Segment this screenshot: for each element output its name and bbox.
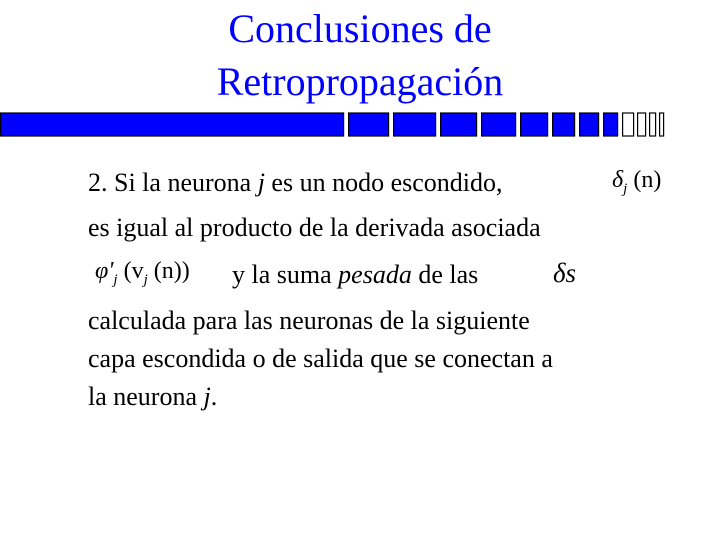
divider-segment — [650, 113, 656, 136]
subscript-j: j — [623, 180, 628, 197]
phi-prime-symbol: φ' — [95, 258, 114, 284]
subscript-j: j — [113, 271, 118, 288]
body-text: . — [210, 382, 218, 411]
divider-segment — [604, 113, 618, 136]
slide-title-line1: Conclusiones de — [228, 6, 492, 51]
divider-segment — [521, 113, 548, 136]
divider-segment — [580, 113, 599, 136]
variable-j: j — [203, 382, 211, 411]
body-line-1 — [88, 168, 503, 198]
divider-segment — [349, 113, 389, 136]
divider-segment — [482, 113, 516, 136]
divider-segment — [623, 113, 634, 136]
body-line-4: calculada para las neuronas de la siguiente — [88, 306, 530, 335]
divider-segment — [441, 113, 477, 136]
emphasis-pesada: pesada — [338, 260, 412, 289]
formula-deltas — [553, 258, 576, 289]
body-text: 2. Si la neurona — [88, 168, 258, 197]
subscript-j: j — [143, 271, 148, 288]
body-line-2: es igual al producto de la derivada asociada — [88, 213, 541, 242]
body-line-3 — [232, 260, 478, 290]
formula-delta-j-n — [612, 167, 661, 198]
slide-title-line2: Retropropagación — [216, 59, 504, 104]
formula-phi-prime — [95, 258, 190, 289]
body-text: la neurona — [88, 382, 204, 411]
deltas-symbol: δs — [553, 258, 577, 288]
divider-segment — [394, 113, 436, 136]
divider-segment — [660, 113, 664, 136]
formula-arg-close: (n)) — [147, 258, 190, 284]
divider-segment — [1, 113, 344, 136]
delta-symbol: δ — [612, 167, 624, 193]
variable-j: j — [257, 168, 265, 197]
body-line-6 — [88, 382, 217, 412]
formula-arg-open: (v — [117, 258, 144, 284]
divider-segment — [553, 113, 575, 136]
body-text: es un nodo escondido, — [264, 168, 503, 197]
body-line-5: capa escondida o de salida que se conectan a — [88, 344, 553, 373]
body-text: y la suma — [232, 260, 339, 289]
body-text: de las — [411, 260, 479, 289]
divider-segment — [638, 113, 646, 136]
title-divider-bar — [0, 112, 680, 138]
formula-arg: (n) — [627, 167, 662, 193]
